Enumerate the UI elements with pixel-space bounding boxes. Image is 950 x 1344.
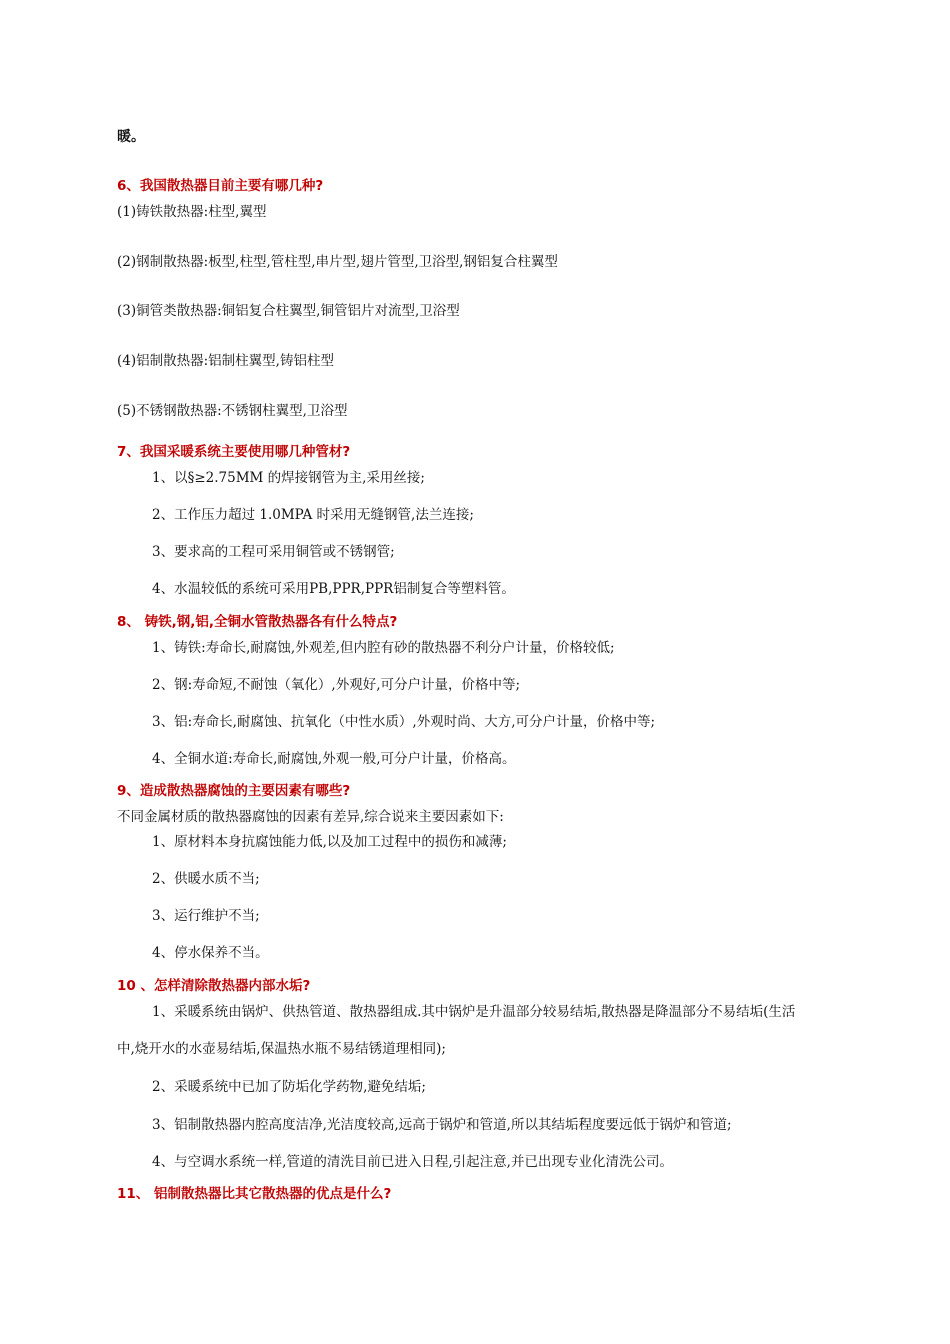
list-item: 1、以§≥2.75MM 的焊接钢管为主,采用丝接; (152, 470, 425, 486)
list-item: (3)铜管类散热器:铜铝复合柱翼型,铜管铝片对流型,卫浴型 (117, 303, 460, 319)
section-heading: 8、 铸铁,钢,铝,全铜水管散热器各有什么特点? (117, 614, 398, 630)
list-item: 1、采暖系统由锅炉、供热管道、散热器组成.其中锅炉是升温部分较易结垢,散热器是降温部分不易结垢(生活 (152, 1004, 796, 1020)
list-item: 2、供暖水质不当; (152, 871, 260, 887)
section-heading: 7、我国采暖系统主要使用哪几种管材? (117, 444, 351, 460)
list-item: (1)铸铁散热器:柱型,翼型 (117, 204, 267, 220)
list-item: 2、采暖系统中已加了防垢化学药物,避免结垢; (152, 1079, 426, 1095)
section-heading: 9、造成散热器腐蚀的主要因素有哪些? (117, 783, 351, 799)
list-item: 1、原材料本身抗腐蚀能力低,以及加工过程中的损伤和减薄; (152, 834, 507, 850)
list-item: (2)钢制散热器:板型,柱型,管柱型,串片型,翅片管型,卫浴型,钢铝复合柱翼型 (117, 254, 558, 270)
list-item: 3、铝制散热器内腔高度洁净,光洁度较高,远高于锅炉和管道,所以其结垢程度要远低于锅炉和管道; (152, 1117, 732, 1133)
list-item: 4、停水保养不当。 (152, 945, 269, 961)
list-item: 4、水温较低的系统可采用PB,PPR,PPR铝制复合等塑料管。 (152, 581, 515, 597)
lead-text: 暖。 (117, 129, 145, 145)
list-item: 3、铝:寿命长,耐腐蚀、抗氧化（中性水质）,外观时尚、大方,可分户计量，价格中等; (152, 714, 656, 730)
list-item-continuation: 中,烧开水的水壶易结垢,保温热水瓶不易结锈道理相同); (117, 1041, 446, 1057)
section-heading: 6、我国散热器目前主要有哪几种? (117, 178, 324, 194)
list-item: 3、要求高的工程可采用铜管或不锈钢管; (152, 544, 395, 560)
paragraph-intro: 不同金属材质的散热器腐蚀的因素有差异,综合说来主要因素如下: (117, 809, 504, 825)
list-item: (4)铝制散热器:铝制柱翼型,铸铝柱型 (117, 353, 334, 369)
section-heading: 11、 铝制散热器比其它散热器的优点是什么? (117, 1186, 392, 1202)
list-item: 1、铸铁:寿命长,耐腐蚀,外观差,但内腔有砂的散热器不利分户计量，价格较低; (152, 640, 615, 656)
list-item: 3、运行维护不当; (152, 908, 260, 924)
list-item: 2、钢:寿命短,不耐蚀（氧化）,外观好,可分户计量，价格中等; (152, 677, 521, 693)
list-item: (5)不锈钢散热器:不锈钢柱翼型,卫浴型 (117, 403, 348, 419)
list-item: 2、工作压力超过 1.0MPA 时采用无缝钢管,法兰连接; (152, 507, 474, 523)
list-item: 4、与空调水系统一样,管道的清洗目前已进入日程,引起注意,并已出现专业化清洗公司。 (152, 1154, 673, 1170)
list-item: 4、全铜水道:寿命长,耐腐蚀,外观一般,可分户计量，价格高。 (152, 751, 516, 767)
section-heading: 10 、怎样清除散热器内部水垢? (117, 978, 311, 994)
